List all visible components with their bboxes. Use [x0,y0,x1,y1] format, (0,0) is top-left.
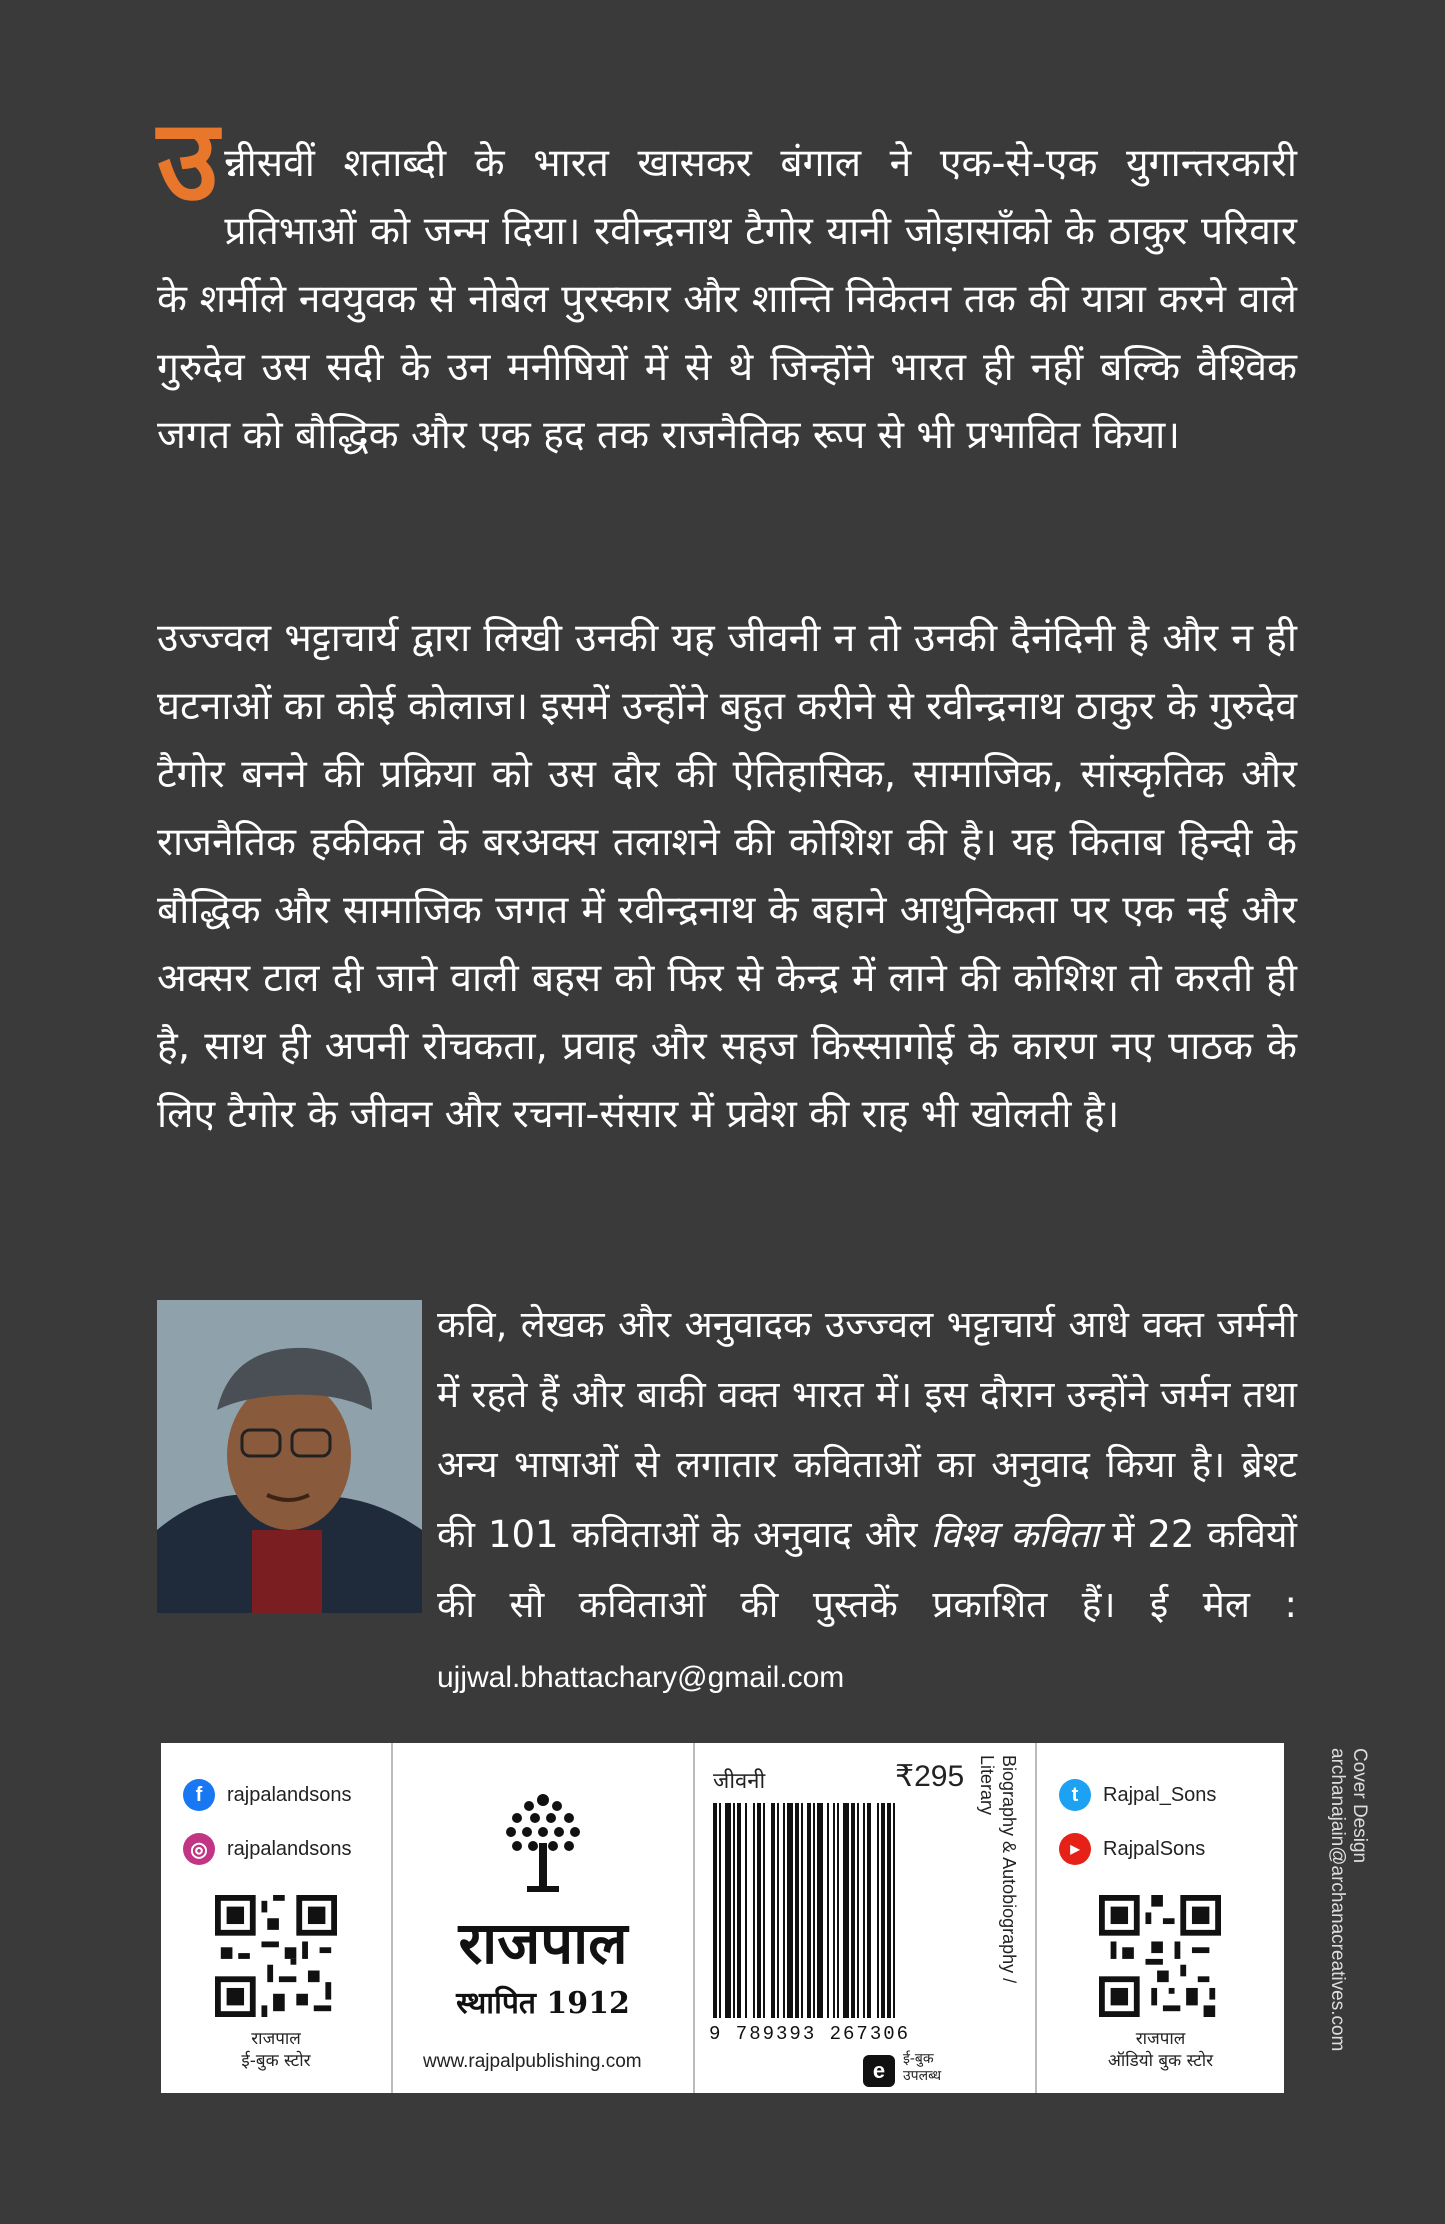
youtube-handle: RajpalSons [1103,1837,1206,1860]
barcode-bar [783,1803,785,2018]
barcode-bar [777,1803,779,2018]
ebook-available-label [903,2051,941,2085]
author-email[interactable]: ujjwal.bhattachary@gmail.com [437,1661,845,1694]
author-photo [157,1300,422,1613]
tree-logo-icon [503,1788,583,1898]
barcode-bar [719,1803,721,2018]
category-line-1: Biography & Autobiography / [999,1755,1019,1984]
instagram-handle: rajpalandsons [227,1837,352,1860]
twitter-icon: t [1059,1779,1091,1811]
blurb-paragraph-1-text: न्नीसवीं शताब्दी के भारत खासकर बंगाल ने एक-से-एक युगान्तरकारी प्रतिभाओं को जन्म दिया। रवीन्द्रनाथ टैगोर यानी जोड़ासाँको के ठाकुर परिवार के शर्मीले नवयुवक से नोबेल पुरस्कार और शान्ति निकेतन तक की यात्रा करने वाले गुरुदेव उस सदी के उन मनीषियों में से थे जिन्होंने भारत ही नहीं बल्कि वैश्विक जगत को बौद्धिक और एक हद तक राजनैतिक रूप से भी प्रभावित किया। [157,141,1297,458]
author-bio-text-1: कवि, लेखक और अनुवादक उज्ज्वल भट्टाचार्य आधे वक्त जर्मनी में रहते हैं और बाकी वक्त भारत में। इस दौरान उन्होंने जर्मन तथा अन्य भाषाओं से लगातार कविताओं का अनुवाद किया है। ब्रेश्ट की 101 कविताओं के अनुवाद और [437,1303,1297,1556]
barcode-bar [827,1803,829,2018]
barcode-bar [713,1803,717,2018]
book-title-italic: विश्व कविता [930,1513,1100,1556]
price-label: ₹295 [895,1760,965,1793]
publisher-established: स्थापित 1912 [456,1986,630,2021]
barcode-bar [857,1803,859,2018]
barcode-bar [881,1803,885,2018]
barcode-bar [837,1803,839,2018]
barcode-bar [887,1803,891,2018]
instagram-link[interactable] [183,1833,352,1865]
barcode-bar [813,1803,815,2018]
twitter-link[interactable] [1059,1779,1216,1811]
ebook-label-line-2: उपलब्ध [903,2068,942,2084]
barcode-bar [807,1803,811,2018]
youtube-icon: ▶ [1059,1833,1091,1865]
barcode-bar [893,1803,895,2018]
publisher-logo-column [393,1743,695,2093]
barcode-bar [817,1803,823,2018]
category-line-2: Literary [977,1755,997,1816]
barcode-bar [753,1803,755,2018]
left-social-column [161,1743,393,2093]
cover-credit-line-1: Cover Design [1349,1748,1370,1864]
instagram-icon: ◎ [183,1833,215,1865]
audiobook-store-qr-icon[interactable] [1099,1895,1221,2017]
barcode-bar [771,1803,775,2018]
facebook-link[interactable] [183,1779,352,1811]
author-bio-text-2: में 22 कवियों की सौ कविताओं की पुस्तकें प्रकाशित हैं। ई मेल : [437,1513,1297,1626]
barcode-bar [787,1803,793,2018]
barcode-bar [733,1803,735,2018]
barcode-bar [757,1803,761,2018]
barcode-bar [851,1803,855,2018]
barcode-bar [863,1803,865,2018]
twitter-handle: Rajpal_Sons [1103,1783,1217,1806]
ebook-label-line-1: ई-बुक [903,2051,934,2067]
isbn-barcode-icon [709,1803,969,2018]
audiobook-store-label-line-1: राजपाल [1135,2029,1186,2049]
drop-cap: उ [157,96,219,226]
barcode-bar [737,1803,741,2018]
barcode-bar [725,1803,731,2018]
ebook-store-qr-icon[interactable] [215,1895,337,2017]
barcode-bar [877,1803,879,2018]
cover-design-credit [1326,1748,1370,2051]
barcode-bar [867,1803,871,2018]
audiobook-store-label [1037,2028,1284,2072]
publisher-website[interactable]: www.rajpalpublishing.com [423,2051,642,2072]
ebook-store-label-line-2: ई-बुक स्टोर [241,2051,311,2071]
audiobook-store-label-line-2: ऑडियो बुक स्टोर [1107,2051,1214,2071]
barcode-bar [833,1803,835,2018]
author-bio [437,1290,1297,1713]
barcode-column [695,1743,1037,2093]
genre-label: जीवनी [713,1769,766,1794]
publisher-info-panel [161,1743,1284,2093]
youtube-link[interactable] [1059,1833,1205,1865]
barcode-bar [745,1803,747,2018]
cover-credit-line-2: archanajain@archanacreatives.com [1327,1748,1348,2052]
isbn-digits: 9 789393 267306 [709,2023,911,2045]
right-social-column [1037,1743,1284,2093]
publisher-brand: राजपाल [458,1909,628,1977]
facebook-handle: rajpalandsons [227,1783,352,1806]
ebook-icon: e [863,2055,895,2087]
barcode-bar [763,1803,765,2018]
blurb-paragraph-1 [157,96,1297,470]
barcode-bar [843,1803,849,2018]
ebook-store-label-line-1: राजपाल [251,2029,301,2049]
barcode-bar [801,1803,803,2018]
blurb-paragraph-2: उज्ज्वल भट्टाचार्य द्वारा लिखी उनकी यह जीवनी न तो उनकी दैनंदिनी है और न ही घटनाओं का कोई कोलाज। इसमें उन्होंने बहुत करीने से रवीन्द्रनाथ ठाकुर के गुरुदेव टैगोर बनने की प्रक्रिया को उस दौर की ऐतिहासिक, सामाजिक, सांस्कृतिक और राजनैतिक हकीकत के बरअक्स तलाशने की कोशिश की है। यह किताब हिन्दी के बौद्धिक और सामाजिक जगत में रवीन्द्रनाथ के बहाने आधुनिकता पर एक नई और अक्सर टाल दी जाने वाली बहस को फिर से केन्द्र में लाने की कोशिश तो करती ही है, साथ ही अपनी रोचकता, प्रवाह और सहज किस्सागोई के कारण नए पाठक के लिए टैगोर के जीवन और रचना-संसार में प्रवेश की राह भी खोलती है। [157,616,1297,1137]
barcode-bar [795,1803,799,2018]
category-label [976,1755,1020,1983]
author-portrait-icon [157,1300,422,1613]
ebook-store-label [161,2028,391,2072]
facebook-icon: f [183,1779,215,1811]
